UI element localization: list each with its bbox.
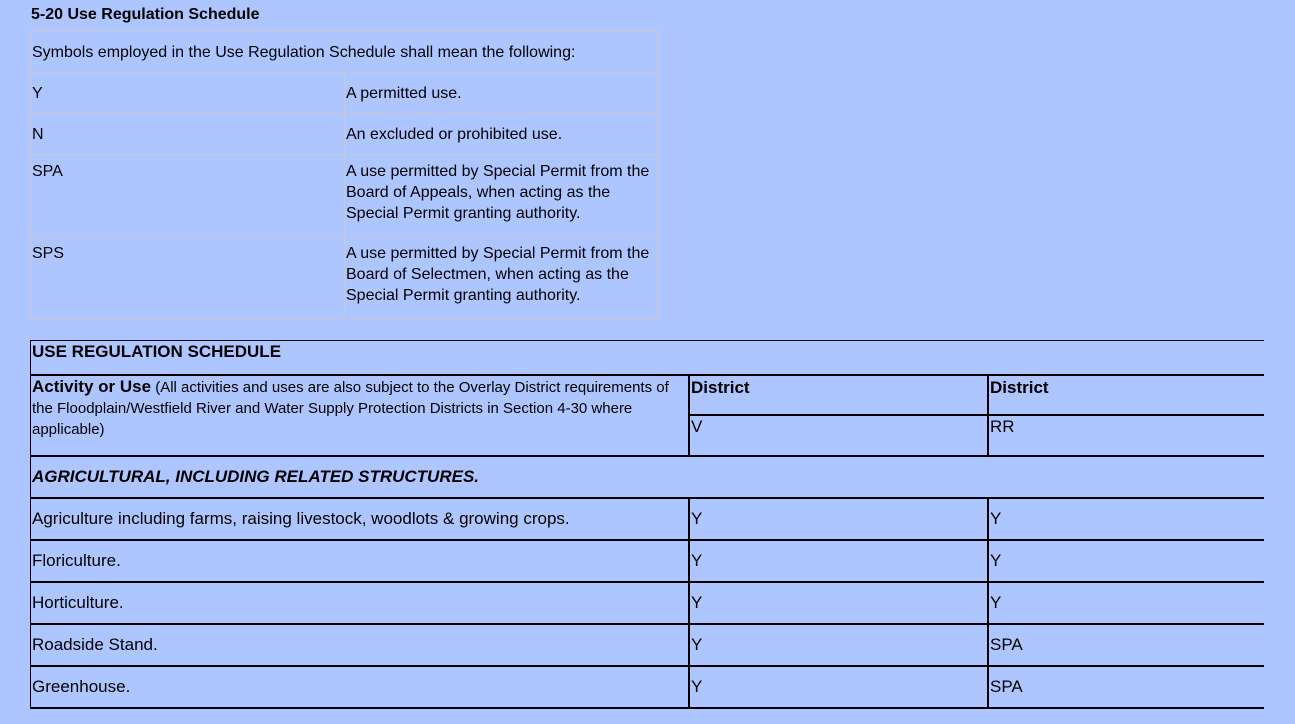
use-cell: Agriculture including farms, raising livestock, woodlots & growing crops. <box>31 498 690 540</box>
table-row <box>31 582 1265 624</box>
district-header-2: District <box>988 375 1264 415</box>
rr-cell: SPA <box>988 666 1264 708</box>
legend-meaning: A use permitted by Special Permit from the Board of Selectmen, when acting as the Special Permit granting authority. <box>345 237 658 319</box>
v-cell: Y <box>689 582 988 624</box>
use-cell: Floriculture. <box>31 540 690 582</box>
table-row <box>31 498 1265 540</box>
table-row <box>31 540 1265 582</box>
activity-note: (All activities and uses are also subject to the Overlay District requirements of the Floodplain/Westfield River and Water Supply Protection Districts in Section 4-30 where applicable) <box>32 379 669 438</box>
legend-row <box>31 114 658 155</box>
category-heading: AGRICULTURAL, INCLUDING RELATED STRUCTURES. <box>31 456 1265 498</box>
v-cell: Y <box>689 498 988 540</box>
v-cell: Y <box>689 666 988 708</box>
legend-meaning: A permitted use. <box>345 73 658 114</box>
district-header-1: District <box>689 375 988 415</box>
legend-meaning: An excluded or prohibited use. <box>345 114 658 155</box>
legend-row <box>31 155 658 237</box>
v-cell: Y <box>689 540 988 582</box>
district-code-v: V <box>689 415 988 456</box>
table-row <box>31 666 1265 708</box>
schedule-title: USE REGULATION SCHEDULE <box>31 341 1265 376</box>
table-row <box>31 624 1265 666</box>
district-code-rr: RR <box>988 415 1264 456</box>
use-cell: Horticulture. <box>31 582 690 624</box>
legend-row <box>31 237 658 319</box>
legend-intro: Symbols employed in the Use Regulation Schedule shall mean the following: <box>31 32 658 73</box>
legend-symbol: N <box>31 114 345 155</box>
rr-cell: Y <box>988 540 1264 582</box>
legend-meaning: A use permitted by Special Permit from the Board of Appeals, when acting as the Special Permit granting authority. <box>345 155 658 237</box>
legend-symbol: SPA <box>31 155 345 237</box>
use-cell: Greenhouse. <box>31 666 690 708</box>
use-cell: Roadside Stand. <box>31 624 690 666</box>
section-title: 5-20 Use Regulation Schedule <box>31 6 260 23</box>
legend-symbol: SPS <box>31 237 345 319</box>
use-regulation-schedule-table <box>30 340 1264 709</box>
rr-cell: Y <box>988 498 1264 540</box>
symbols-legend-table <box>30 31 658 319</box>
activity-label: Activity or Use <box>32 377 152 396</box>
rr-cell: SPA <box>988 624 1264 666</box>
legend-symbol: Y <box>31 73 345 114</box>
rr-cell: Y <box>988 582 1264 624</box>
legend-row <box>31 73 658 114</box>
activity-header <box>31 375 690 456</box>
v-cell: Y <box>689 624 988 666</box>
